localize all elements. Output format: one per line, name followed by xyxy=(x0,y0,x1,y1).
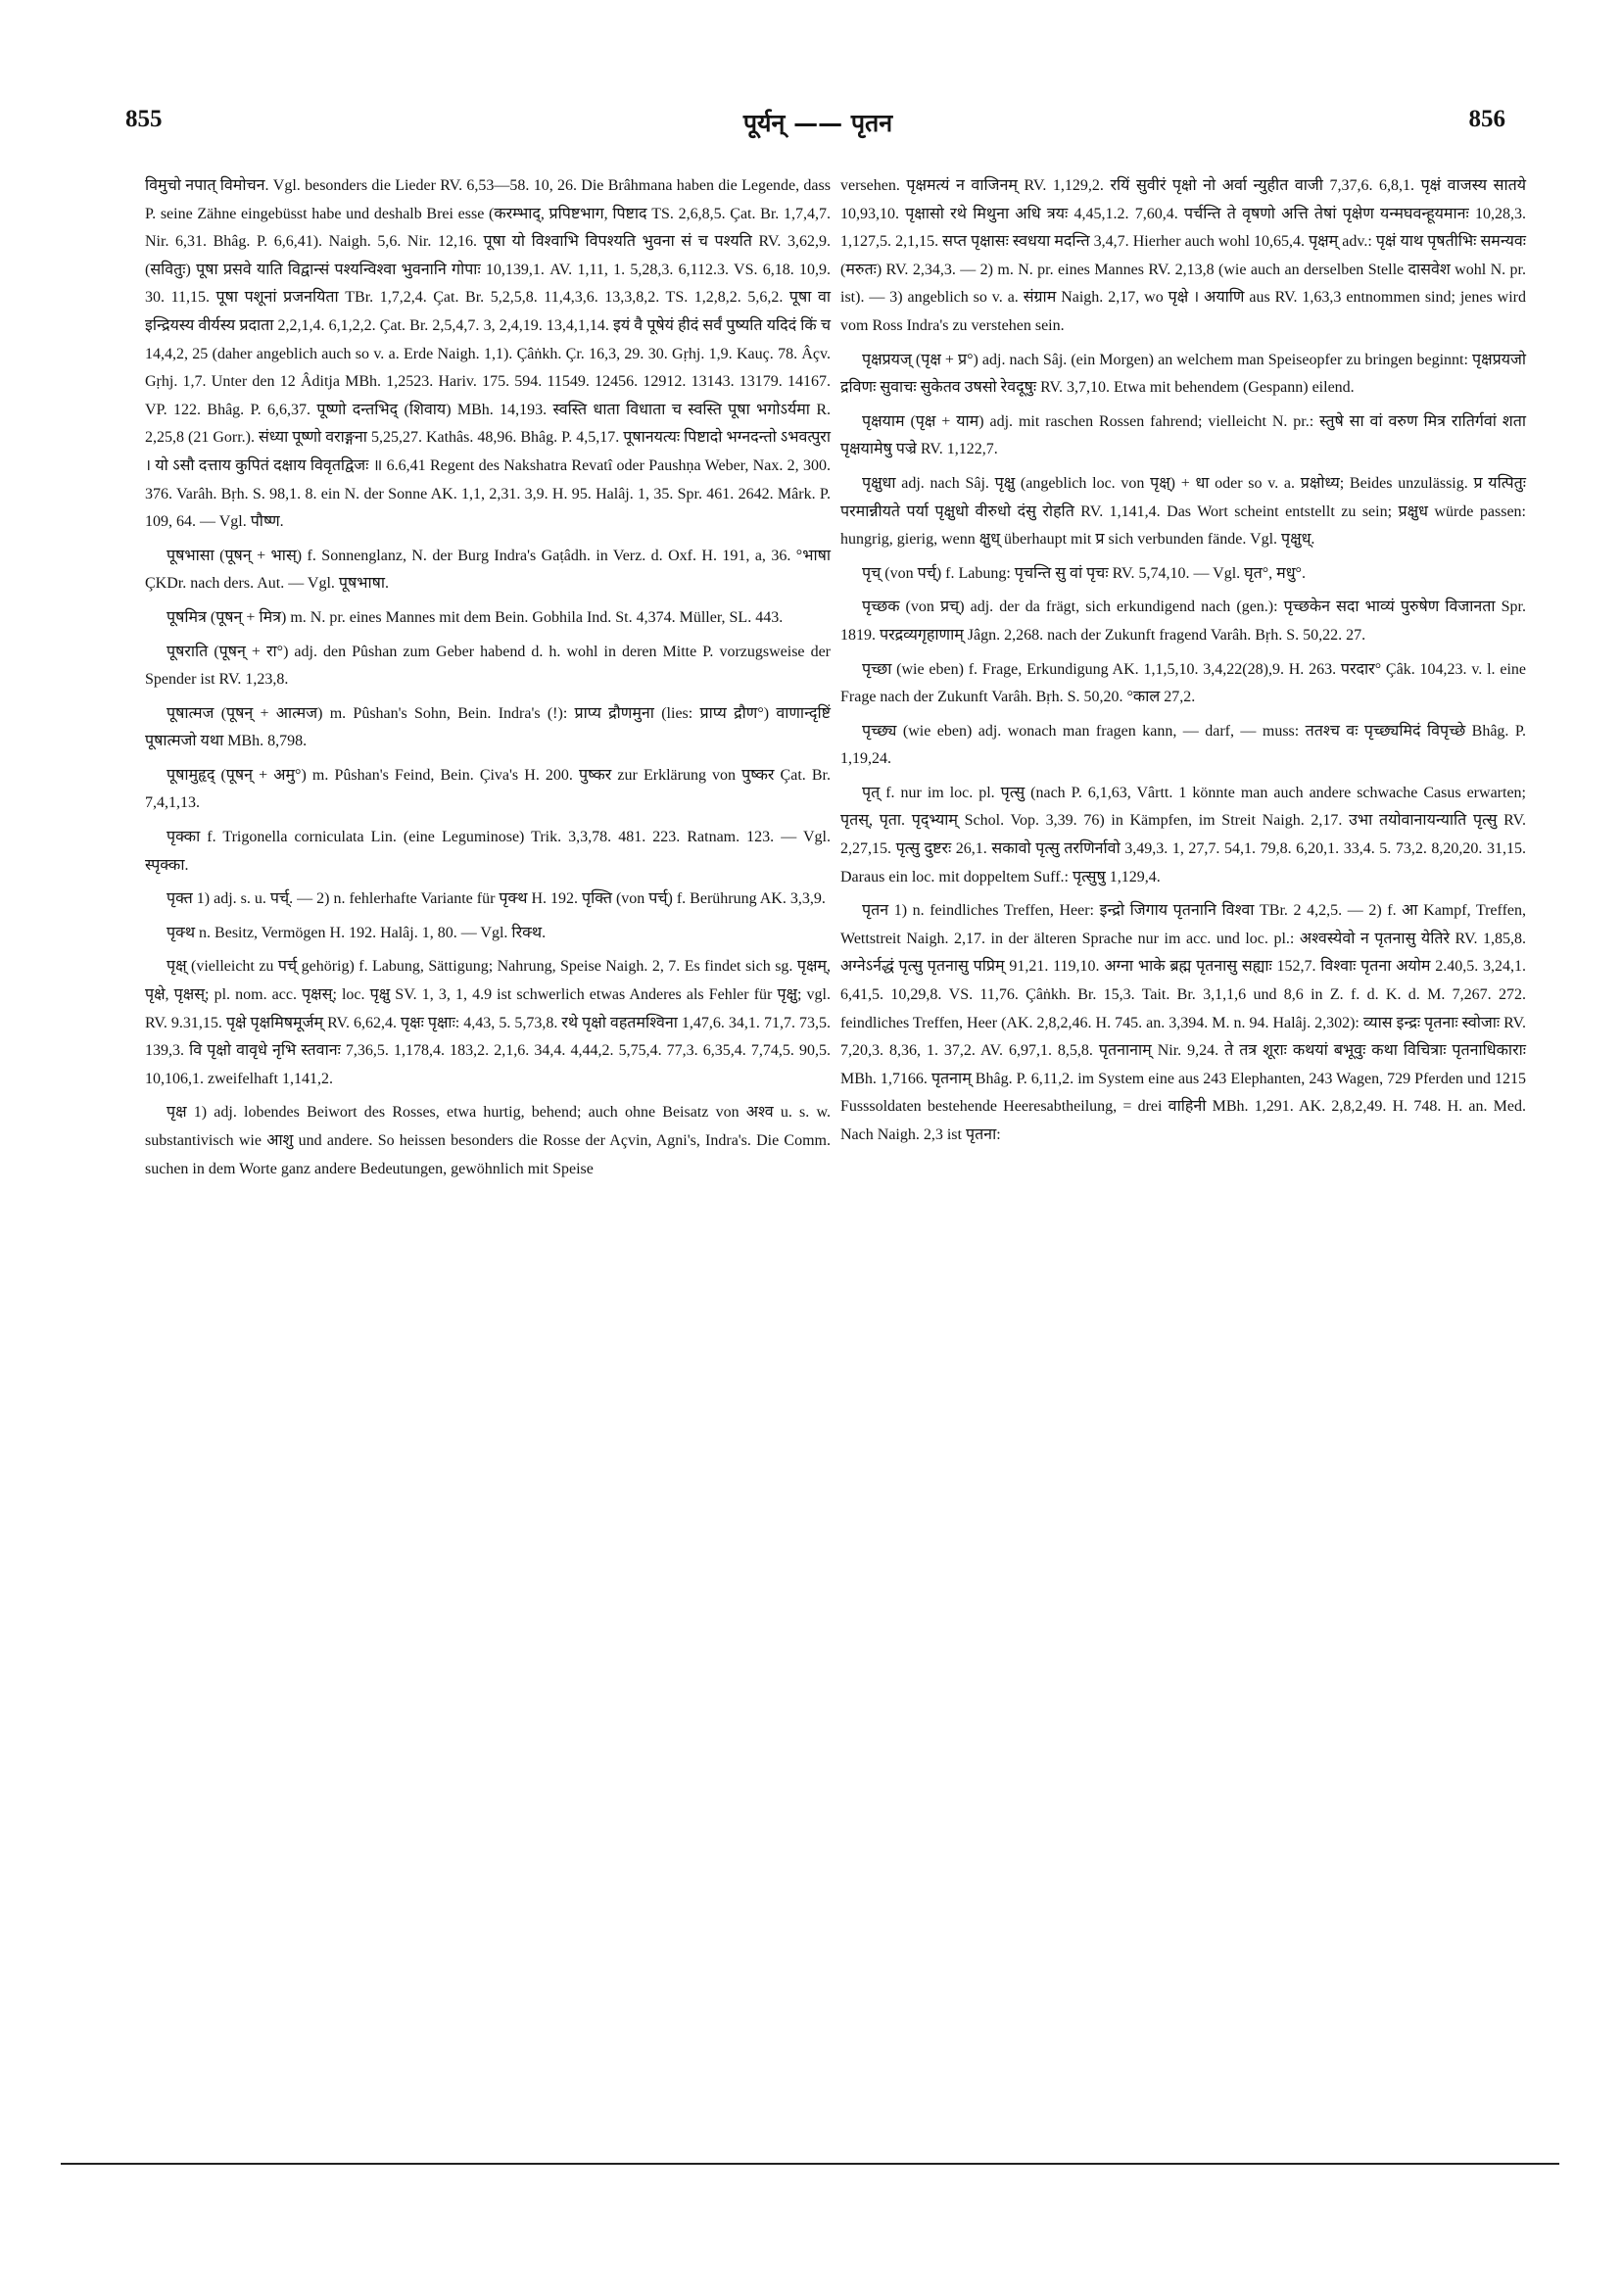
dictionary-entry: पृक्त 1) adj. s. u. पर्च्. — 2) n. fehlerhafte Variante für पृक्थ H. 192. पृक्ति (von पर्च्) f. Berührung AK. 3,3,9. xyxy=(167,890,826,908)
footer-rule xyxy=(61,2163,1559,2165)
dictionary-entry: पृतन 1) n. feindliches Treffen, Heer: इन्द्रो जिगाय पृतनानि विश्वा TBr. 2 4,2,5. — 2) f. आ Kampf, Treffen, Wettstreit Naigh. 2,17. in der älteren Sprache nur im acc. und loc. pl.: अश्वस्येवो न पृतनासु येतिरे RV. 1,85,8. अग्नेऽर्नद्धं पृत्सु पृतनासु पप्रिम् 91,21. 119,10. अग्ना भाके ब्रह्म पृतनासु सह्याः 152,7. विश्वाः पृतना अयोम 2.40,5. 3,24,1. 6,41,5. 10,29,8. VS. 11,76. Çâṅkh. Br. 15,3. Tait. Br. 3,1,1,6 und 8,6 in Z. f. d. K. d. M. 7,267. 272. feindliches Treffen, Heer (AK. 2,8,2,46. H. 745. an. 3,394. M. n. 94. Halâj. 2,302): व्यास इन्द्रः पृतनाः स्वोजाः RV. 7,20,3. 8,36, 1. 37,2. AV. 6,97,1. 8,5,8. पृतनानाम् Nir. 9,24. ते तत्र शूराः कथयां बभूवुः कथा विचित्राः पृतनाधिकाराः MBh. 1,7166. पृतनाम् Bhâg. P. 6,11,2. im System eine aus 243 Elephanten, 243 Wagen, 729 Pferden und 1215 Fusssoldaten bestehende Heeresabtheilung, = drei वाहिनी MBh. 1,291. AK. 2,8,2,49. H. 748. H. an. Med. Nach Naigh. 2,3 ist पृतना: xyxy=(840,902,1526,1143)
dictionary-entry: पूषराति (पूषन् + रा°) adj. den Pûshan zum Geber habend d. h. wohl in deren Mitte P. vorzugsweise der Spender ist RV. 1,23,8. xyxy=(145,643,831,689)
dictionary-entry: पूषात्मज (पूषन् + आत्मज) m. Pûshan's Sohn, Bein. Indra's (!): प्राप्य द्रौणमुना (lies: प्राप्य द्रौण°) वाणान्दृष्टिं पूषात्मजो यथा MBh. 8,798. xyxy=(145,704,831,750)
dictionary-entry: पृत् f. nur im loc. pl. पृत्सु (nach P. 6,1,63, Vârtt. 1 könnte man auch andere schwache Casus erwarten; पृतस्, पृता. पृद्भ्याम् Schol. Vop. 3,39. 76) in Kämpfen, im Streit Naigh. 2,17. उभा तयोवानायन्याति पृत्सु RV. 2,27,15. पृत्सु दुष्टरः 26,1. सकावो पृत्सु तरणिर्नावो 3,49,3. 1, 27,7. 54,1. 79,8. 6,20,1. 33,4. 5. 73,2. 8,20,20. 31,15. Daraus ein loc. mit doppeltem Suff.: पृत्सुषु 1,129,4. xyxy=(840,784,1526,885)
left-column xyxy=(145,172,831,1189)
dictionary-entry: पृक्षयाम (पृक्ष + याम) adj. mit raschen Rossen fahrend; vielleicht N. pr.: स्तुषे सा वां वरुण मित्र रातिर्गवां शता पृक्षयामेषु पज्रे RV. 1,122,7. xyxy=(840,412,1526,458)
dictionary-entry: पृक्षुधा adj. nach Sâj. पृक्षु (angeblich loc. von पृक्ष्) + धा oder so v. a. प्रक्षोध्य; Beides unzulässig. प्र यत्पितुः परमान्नीयते पर्या पृक्षुधो वीरुधो दंसु रोहति RV. 1,141,4. Das Wort scheint entstellt zu sein; प्रक्षुध würde passen: hungrig, gierig, wenn क्षुध् überhaupt mit प्र sich verbunden fände. Vgl. पृक्षुध्. xyxy=(840,474,1526,549)
page-number-left: 855 xyxy=(125,106,163,132)
dictionary-entry: versehen. पृक्षमत्यं न वाजिनम् RV. 1,129,2. रयिं सुवीरं पृक्षो नो अर्वा न्युहीत वाजी 7,37,6. 6,8,1. पृक्षं वाजस्य सातये 10,93,10. पृक्षासो रथे मिथुना अधि त्रयः 4,45,1.2. 7,60,4. पर्चन्ति ते वृषणो अत्ति तेषां पृक्षेण यन्मघवन्हूयमानः 10,28,3. 1,127,5. 2,1,15. सप्त पृक्षासः स्वधया मदन्ति 3,4,7. Hierher auch wohl 10,65,4. पृक्षम् adv.: पृक्षं याथ पृषतीभिः समन्यवः (मरुतः) RV. 2,34,3. — 2) m. N. pr. eines Mannes RV. 2,13,8 (wie auch an derselben Stelle दासवेश wohl N. pr. ist). — 3) angeblich so v. a. संग्राम Naigh. 2,17, wo पृक्षे । अयाणि aus RV. 1,63,3 entnommen sind; jenes wird vom Ross Indra's zu verstehen sein. xyxy=(840,177,1526,334)
dictionary-entry: पृक्का f. Trigonella corniculata Lin. (eine Leguminose) Trik. 3,3,78. 481. 223. Ratnam. 123. — Vgl. स्पृक्का. xyxy=(145,829,831,874)
dictionary-entry: पूषमित्र (पूषन् + मित्र) m. N. pr. eines Mannes mit dem Bein. Gobhila Ind. St. 4,374. Müller, SL. 443. xyxy=(167,608,784,626)
running-title: पूर्यन् —— पृतन xyxy=(742,109,893,137)
dictionary-entry: पृच् (von पर्च्) f. Labung: पृचन्ति सु वां पृचः RV. 5,74,10. — Vgl. घृत°, मधु°. xyxy=(862,564,1306,582)
dictionary-entry: पूषभासा (पूषन् + भास्) f. Sonnenglanz, N. der Burg Indra's Gaṭâdh. in Verz. d. Oxf. H. 191, a, 36. °भाषा ÇKDr. nach ders. Aut. — Vgl. पूषभाषा. xyxy=(145,547,831,593)
dictionary-entry: विमुचो नपात् विमोचन. Vgl. besonders die Lieder RV. 6,53—58. 10, 26. Die Brâhmana haben die Legende, dass P. seine Zähne eingebüsst habe und deshalb Brei esse (करम्भाद्, प्रपिष्टभाग, पिष्टाद TS. 2,6,8,5. Çat. Br. 1,7,4,7. Nir. 6,31. Bhâg. P. 6,6,41). Naigh. 5,6. Nir. 12,16. पूषा यो विश्वाभि विपश्यति भुवना सं च पश्यति RV. 3,62,9. (सवितुः) पूषा प्रसवे याति विद्वान्सं पश्यन्विश्वा भुवनानि गोपाः 10,139,1. AV. 1,11, 1. 5,28,3. 6,112.3. VS. 6,18. 10,9. 30. 11,15. पूषा पशूनां प्रजनयिता TBr. 1,7,2,4. Çat. Br. 5,2,5,8. 11,4,3,6. 13,3,8,2. TS. 1,2,8,2. 5,6,2. पूषा वा इन्द्रियस्य वीर्यस्य प्रदाता 2,2,1,4. 6,1,2,2. Çat. Br. 2,5,4,7. 3, 2,4,19. 13,4,1,14. इयं वै पूषेयं हीदं सर्वं पुष्यति यदिदं किं च 14,4,2, 25 (daher angeblich auch so v. a. Erde Naigh. 1,1). Çâṅkh. Çr. 16,3, 29. 30. Gṛhj. 1,9. Kauç. 78. Âçv. Gṛhj. 1,7. Unter den 12 Âditja MBh. 1,2523. Hariv. 175. 594. 11549. 12456. 12912. 13143. 13179. 14167. VP. 122. Bhâg. P. 6,6,37. पूष्णो दन्तभिद् (शिवाय) MBh. 14,193. स्वस्ति धाता विधाता च स्वस्ति पूषा भगोऽर्यमा R. 2,25,8 (21 Gorr.). संध्या पूष्णो वराङ्गना 5,25,27. Kathâs. 48,96. Bhâg. P. 4,5,17. पूषानयत्यः पिष्टादो भग्नदन्तो ऽभवत्पुरा । यो ऽसौ दत्ताय कुपितं दक्षाय विवृतद्विजः ॥ 6.6,41 Regent des Nakshatra Revatî oder Paushṇa Weber, Nax. 2, 300. 376. Varâh. Bṛh. S. 98,1. 8. ein N. der Sonne AK. 1,1, 2,31. 3,9. H. 95. Halâj. 1, 35. Spr. 461. 2642. Mârk. P. 109, 64. — Vgl. पौष्ण. xyxy=(145,177,831,531)
dictionary-entry: पूषामुहृद् (पूषन् + अमु°) m. Pûshan's Feind, Bein. Çiva's H. 200. पुष्कर zur Erklärung von पुष्कर Çat. Br. 7,4,1,13. xyxy=(145,766,831,812)
page-header xyxy=(122,106,1513,153)
right-column xyxy=(840,172,1526,1156)
dictionary-entry: पृच्छ्य (wie eben) adj. wonach man fragen kann, — darf, — muss: ततश्च वः पृच्छ्यमिदं विपृच्छे Bhâg. P. 1,19,24. xyxy=(840,722,1526,768)
dictionary-entry: पृक्ष् (vielleicht zu पर्च् gehörig) f. Labung, Sättigung; Nahrung, Speise Naigh. 2, 7. Es findet sich sg. पृक्षम्, पृक्षे, पृक्षस्; pl. nom. acc. पृक्षस्; loc. पृक्षु SV. 1, 3, 1, 4.9 ist schwerlich etwas Anderes als Fehler für पृक्षु; vgl. RV. 9.31,15. पृक्षे पृक्षमिषमूर्जम् RV. 6,62,4. पृक्षः पृक्षाः: 4,43, 5. 5,73,8. रथे पृक्षो वहतमश्विना 1,47,6. 34,1. 71,7. 73,5. 139,3. वि पृक्षो वावृधे नृभि स्तवानः 7,36,5. 1,178,4. 183,2. 2,1,6. 34,4. 4,44,2. 5,75,4. 77,3. 6,35,4. 7,74,5. 90,5. 10,106,1. zweifelhaft 1,141,2. xyxy=(145,958,831,1087)
dictionary-entry: पृच्छक (von प्रच्) adj. der da frägt, sich erkundigend nach (gen.): पृच्छकेन सदा भाव्यं पुरुषेण विजानता Spr. 1819. परद्रव्यगृहाणाम् Jâgn. 2,268. nach der Zukunft fragend Varâh. Bṛh. S. 50,22. 27. xyxy=(840,598,1526,644)
dictionary-entry: पृच्छा (wie eben) f. Frage, Erkundigung AK. 1,1,5,10. 3,4,22(28),9. H. 263. परदार° Çâk. 104,23. v. l. eine Frage nach der Zukunft Varâh. Bṛh. S. 50,20. °काल 27,2. xyxy=(840,660,1526,706)
dictionary-entry: पृक्ष 1) adj. lobendes Beiwort des Rosses, etwa hurtig, behend; auch ohne Beisatz von अश्व u. s. w. substantivisch wie आशु und andere. So heissen besonders die Rosse der Açvin, Agni's, Indra's. Die Comm. suchen in dem Worte ganz andere Bedeutungen, gewöhnlich mit Speise xyxy=(145,1104,831,1177)
dictionary-entry: पृक्षप्रयज् (पृक्ष + प्र°) adj. nach Sâj. (ein Morgen) an welchem man Speiseopfer zu bringen beginnt: पृक्षप्रयजो द्रविणः सुवाचः सुकेतव उषसो रेवदूषुः RV. 3,7,10. Etwa mit behendem (Gespann) eilend. xyxy=(840,351,1526,397)
page-number-right: 856 xyxy=(1468,106,1505,132)
dictionary-entry: पृक्थ n. Besitz, Vermögen H. 192. Halâj. 1, 80. — Vgl. रिक्थ. xyxy=(167,924,547,941)
